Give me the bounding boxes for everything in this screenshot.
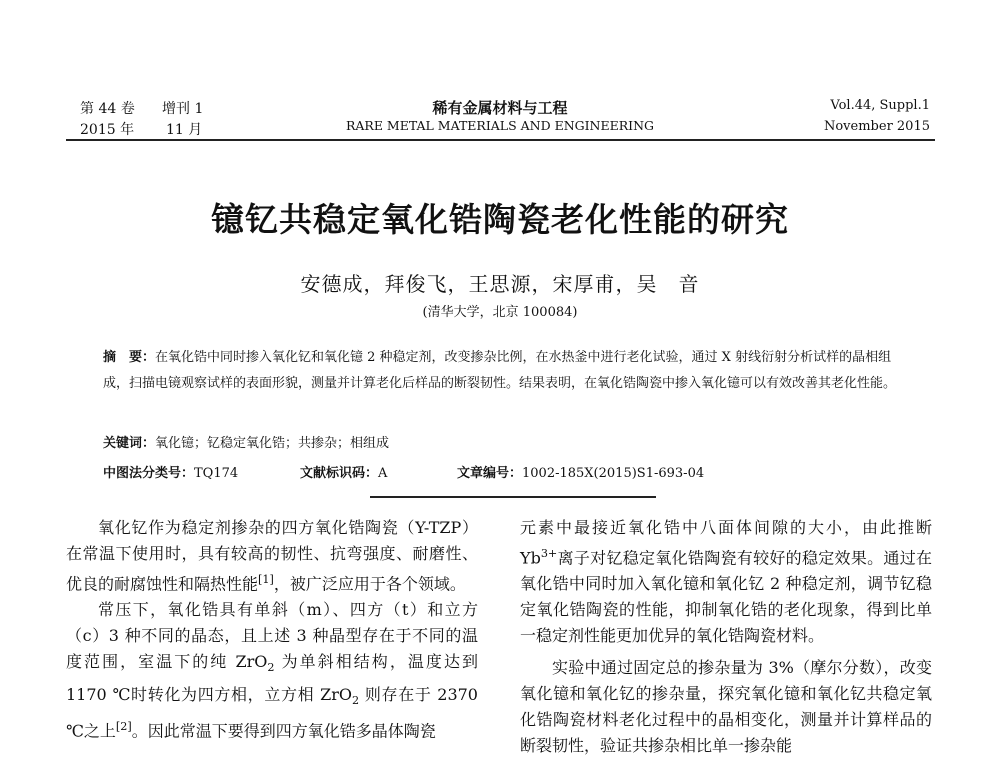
doc-code-label: 文献标识码： [300, 466, 379, 481]
citation: [2] [115, 719, 132, 733]
abstract [103, 345, 903, 397]
month-cn: 11 月 [166, 122, 203, 138]
volume-cn: 第 44 卷 [80, 101, 135, 117]
keywords-text: 氧化镱；钇稳定氧化锆；共掺杂；相组成 [155, 436, 390, 451]
paper-title: 镱钇共稳定氧化锆陶瓷老化性能的研究 [211, 200, 789, 239]
body-right-column [520, 515, 932, 759]
keywords-line [103, 432, 389, 451]
keywords-label: 关键词： [103, 436, 156, 451]
paragraph: 元素中最接近氧化锆中八面体间隙的大小，由此推断 $Yb^{3+}$离子对钇稳定氧化锆陶瓷有较好的稳定效果。通过在氧化锆中同时加入氧化镱和氧化钇 2 种稳定剂，调节钇稳定氧化锆陶瓷的性能，抑制氧化锆的老化现象，得到比单一稳定剂性能更加优异的氧化锆陶瓷材料。 [520, 518, 932, 646]
article-number-line [457, 462, 704, 481]
body-left-column [66, 515, 478, 744]
article-number-label: 文章编号： [457, 466, 523, 481]
affiliation: (清华大学，北京 100084) [422, 305, 578, 320]
paragraph: 氧化钇作为稳定剂掺杂的四方氧化锆陶瓷（Y-TZP）在常温下使用时，具有较高的韧性、抗弯强度、耐磨性、优良的耐腐蚀性和隔热性能[1]，被广泛应用于各个领域。 [66, 518, 478, 594]
clc-label: 中图法分类号： [103, 466, 195, 481]
paragraph: 实验中通过固定总的掺杂量为 3%（摩尔分数），改变氧化镱和氧化钇的掺杂量，探究氧化镱和氧化钇共稳定氧化锆陶瓷材料老化过程中的晶相变化，测量并计算样品的断裂韧性，验证共掺杂相比单一掺杂能 [520, 658, 932, 756]
journal-title-en: RARE METAL MATERIALS AND ENGINEERING [345, 118, 655, 133]
article-number-value: 1002-185X(2015)S1-693-04 [522, 466, 705, 481]
doc-code-value: A [378, 466, 388, 481]
supplement-cn: 增刊 1 [162, 101, 204, 117]
classification-line [103, 462, 238, 481]
year-cn: 2015 年 [80, 122, 135, 138]
clc-value: TQ174 [194, 466, 239, 481]
paragraph: 常压下，氧化锆具有单斜（m）、四方（t）和立方（c）3 种不同的晶态，且上述 3 种晶型存在于不同的温度范围，室温下的纯 ZrO$_2$ 为单斜相结构，温度达到 1170 ℃时转化为四方相，立方相 ZrO$_2$ 则存在于 2370 ℃之上[2]。因此常温下要得到四方氧化锆多晶体陶瓷 [66, 600, 478, 741]
doc-code-line [300, 462, 387, 481]
journal-title-cn: 稀有金属材料与工程 [432, 99, 568, 117]
citation: [1] [258, 573, 274, 586]
date-en: November 2015 [823, 119, 930, 134]
abstract-label: 摘 要： [103, 350, 156, 365]
header-rule [66, 139, 935, 141]
abstract-text: 在氧化锆中同时掺入氧化钇和氧化镱 2 种稳定剂，改变掺杂比例，在水热釜中进行老化试验，通过 X 射线衍射分析试样的晶相组成，扫描电镜观察试样的表面形貌，测量并计算老化后样品的断裂韧性。结果表明，在氧化锆陶瓷中掺入氧化镱可以有效改善其老化性能。 [103, 350, 897, 391]
volume-en: Vol.44, Suppl.1 [830, 98, 930, 113]
section-divider [370, 496, 656, 498]
author-list: 安德成，拜俊飞，王思源，宋厚甫，吴 音 [300, 272, 700, 296]
